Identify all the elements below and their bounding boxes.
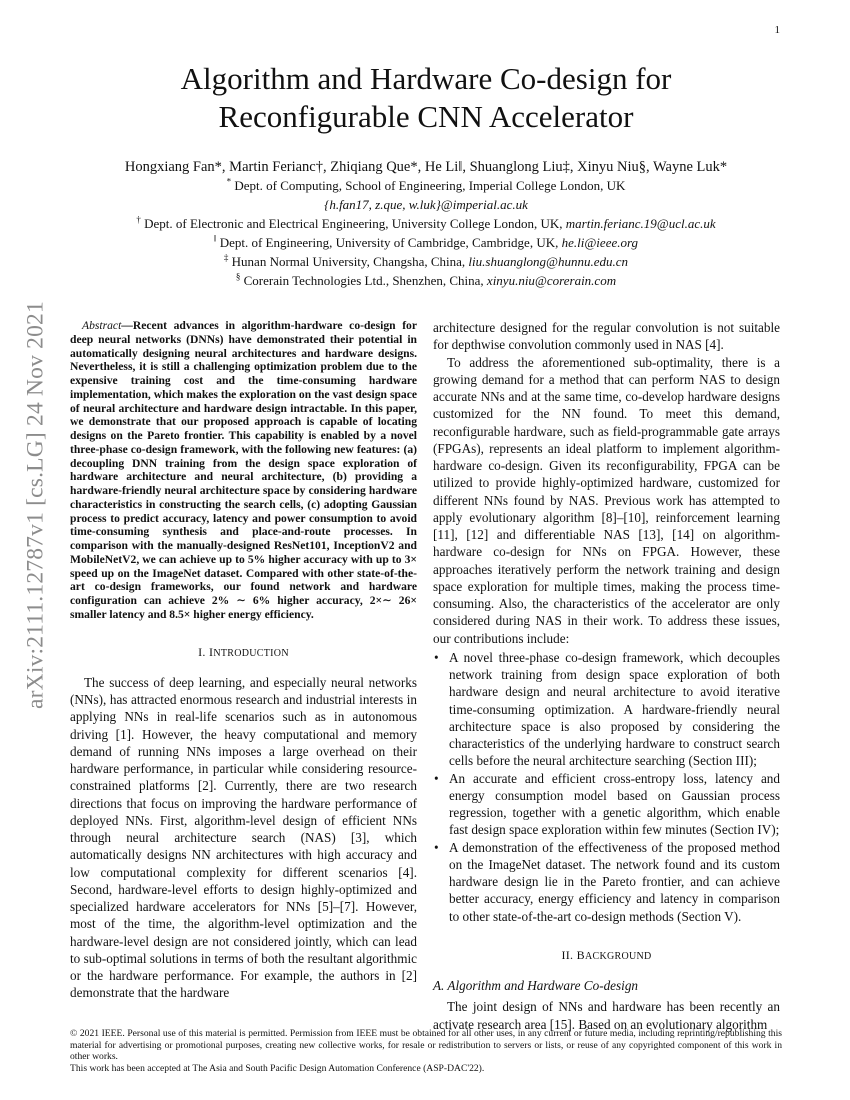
title-block: [70, 60, 782, 290]
affiliation-5: § Corerain Technologies Ltd., Shenzhen, China, xinyu.niu@corerain.com: [235, 271, 617, 288]
copyright-notice: © 2021 IEEE. Personal use of this material is permitted. Permission from IEEE must be obtained for all other uses, in any current or future media, including reprinting/republishing this material for advertising or promotional purposes, creating new collective works, for resale or redistribution to servers or lists, or reuse of any copyrighted component of this work in other works.: [70, 1028, 782, 1062]
intro-paragraph-1: The success of deep learning, and especially neural networks (NNs), has attracted enormous research and industrial interests in applying NNs in real-life scenarios such as in autonomous driving [1]. However, the heavy computational and memory demand of running NNs imposes a large overhead on their hardware performance, in particular while considering resource-constrained platforms [2]. Currently, there are two research directions that focus on improving the hardware performance of deployed NNs. First, algorithm-level design of efficient NNs through neural architecture search (NAS) [3], which automatically designs NN architectures with high accuracy and low computational complexity for different scenarios [4]. Second, hardware-level efforts to design highly-optimized and specialized hardware accelerators for NNs [5]–[7]. However, most of the time, the algorithm-level optimization and the hardware-level design are not considered jointly, which can lead to sub-optimal solutions in terms of both the resultant algorithmic or the hardware performance. For example, the authors in [2] demonstrate that the hardware: [70, 674, 417, 1001]
page-number: 1: [774, 24, 780, 36]
intro-paragraph-2: To address the aforementioned sub-optimality, there is a growing demand for a method that can perform NAS to design accurate NNs and at the same time, co-develop hardware designs customized for the NN found. To meet this demand, reconfigurable hardware, such as field-programmable gate arrays (FPGAs), represents an ideal platform to implement algorithm-hardware co-design. Given its reconfigurability, FPGA can be utilized to provide highly-optimized hardware, customized for different NNs found by NAS. Previous work has attempted to apply evolutionary algorithm [8]–[10], reinforcement learning [11], [12] and differentiable NAS [13], [14] on algorithm-hardware co-design for NNs on FPGA. However, these approaches iteratively perform the network training and design space exploration for multiple times, making the process time-consuming. Also, the characteristics of the accelerator are only considered during NAS in their work. To address these issues, our contributions include:: [433, 354, 780, 646]
section-heading-background: II. BACKGROUND: [561, 947, 652, 962]
affiliation-4: ‡ Hunan Normal University, Changsha, China, liu.shuanglong@hunnu.edu.cn: [223, 252, 629, 269]
title-line-1: Algorithm and Hardware Co-design for: [180, 61, 672, 96]
subsection-heading-codesign: A. Algorithm and Hardware Co-design: [433, 978, 639, 993]
paper-title: [70, 60, 782, 136]
author-list: Hongxiang Fan*, Martin Ferianc†, Zhiqiang Que*, He Li‖, Shuanglong Liu‡, Xinyu Niu§, Wayne Luk*: [124, 159, 728, 175]
affiliation-2: † Dept. of Electronic and Electrical Engineering, University College London, UK, martin.ferianc.19@ucl.ac.uk: [136, 214, 716, 231]
abstract-label: Abstract: [82, 319, 122, 332]
left-column: [70, 319, 417, 1002]
affiliation-list: [70, 176, 782, 290]
contribution-list: [433, 649, 780, 925]
contribution-item-1: • A novel three-phase co-design framework, which decouples network training from design space exploration of both hardware design and neural architecture to avoid iterative time-consuming optimization. A hardware-friendly neural architecture space is also proposed by considering the characteristics of the underlying hardware to construct search cells before the neural architecture searching (Section III);: [445, 649, 780, 770]
arxiv-stamp: arXiv:2111.12787v1 [cs.LG] 24 Nov 2021: [22, 301, 49, 709]
acceptance-note: This work has been accepted at The Asia and South Pacific Design Automation Conference (ASP-DAC'22).: [70, 1062, 485, 1074]
title-line-2: Reconfigurable CNN Accelerator: [218, 99, 634, 134]
section-heading-introduction: I. INTRODUCTION: [198, 644, 289, 659]
affiliation-1-email: {h.fan17, z.que, w.luk}@imperial.ac.uk: [324, 197, 528, 212]
intro-paragraph-continued: architecture designed for the regular convolution is not suitable for depthwise convolution commonly used in NAS [4].: [433, 320, 780, 353]
contribution-item-2: • An accurate and efficient cross-entropy loss, latency and energy consumption model based on Gaussian process regression, together with a genetic algorithm, which enable fast design space exploration within few minutes (Section IV);: [445, 770, 780, 839]
right-column: [433, 319, 780, 1033]
abstract-text: —Recent advances in algorithm-hardware co-design for deep neural networks (DNNs) have demonstrated their potential in automatically designing neural architectures and hardware designs. Nevertheless, it is still a challenging optimization problem due to the expensive training cost and the time-consuming hardware implementation, which makes the exploration on the vast design space of neural architecture and hardware design intractable. In this paper, we demonstrate that our proposed approach is capable of locating designs on the Pareto frontier. This capability is enabled by a novel three-phase co-design framework, with the following new features: (a) decoupling DNN training from the design space exploration of hardware architecture and neural architecture, (b) providing a hardware-friendly neural architecture space by considering hardware characteristics in constructing the search cells, (c) adopting Gaussian process to predict accuracy, latency and power consumption to avoid time-consuming synthesis and place-and-route processes. In comparison with the manually-designed ResNet101, InceptionV2 and MobileNetV2, we can achieve up to 5% higher accuracy with up to 3× speed up on the ImageNet dataset. Compared with other state-of-the-art co-design frameworks, our found network and hardware configuration can achieve 2% ∼ 6% higher accuracy, 2×∼ 26× smaller latency and 8.5× higher energy efficiency.: [70, 319, 417, 621]
affiliation-1: * Dept. of Computing, School of Engineering, Imperial College London, UK: [226, 176, 626, 193]
copyright-footer: [70, 1028, 782, 1074]
background-paragraph-1: The joint design of NNs and hardware has been recently an activate research area [15]. Based on an evolutionary algorithm: [433, 999, 780, 1032]
contribution-item-3: • A demonstration of the effectiveness of the proposed method on the ImageNet dataset. The network found and its custom hardware design lie in the Pareto frontier, and can achieve better accuracy, energy efficiency and latency in comparison to other state-of-the-art co-design methods (Section V).: [445, 839, 780, 925]
affiliation-3: ‖ Dept. of Engineering, University of Cambridge, Cambridge, UK, he.li@ieee.org: [213, 233, 639, 250]
abstract: [70, 319, 417, 622]
